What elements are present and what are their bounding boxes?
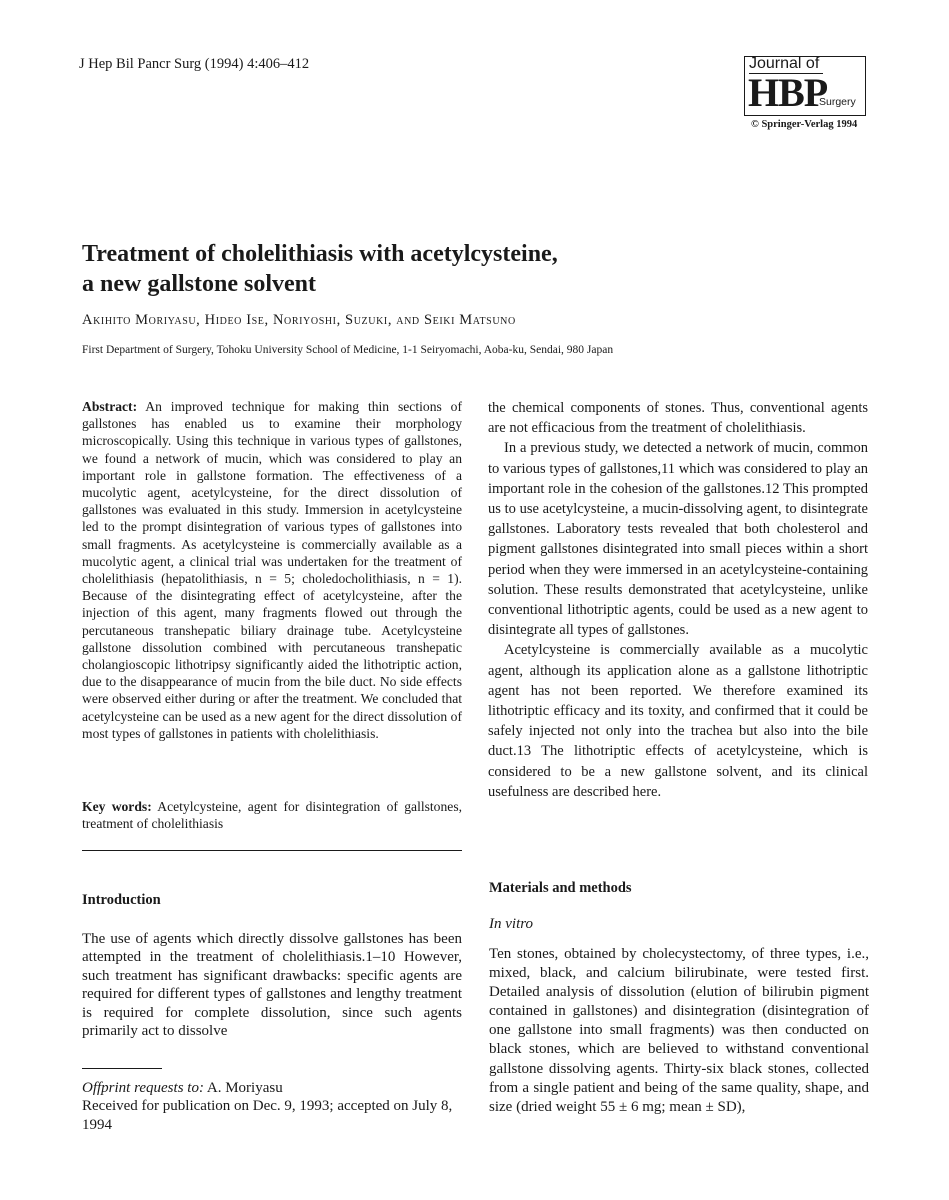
article-title [82, 239, 742, 299]
introduction-heading: Introduction [82, 892, 161, 908]
publisher-copyright: © Springer-Verlag 1994 [751, 119, 858, 130]
in-vitro-subheading: In vitro [489, 916, 534, 932]
keywords-text: Acetylcysteine, agent for disintegration of gallstones, treatment of cholelithiasis [82, 799, 463, 832]
introduction-text: The use of agents which directly dissolve gallstones has been attempted in the treatment of cholelithiasis.1–10 However, such treatment has significant drawbacks: specific agents are required for different types of gallstones and lengthy treatment is required for complete dissolution, since such agents primarily act to dissolve [82, 931, 462, 1040]
footnote-divider [82, 1068, 162, 1069]
right-column-body [488, 398, 868, 802]
footnote-label: Offprint requests to: [82, 1080, 204, 1096]
logo-journal-of: Journal of [749, 55, 823, 74]
affiliation: First Department of Surgery, Tohoku University School of Medicine, 1-1 Seiryomachi, Aoba-ku, Sendai, 980 Japan [82, 344, 614, 356]
methods-text: Ten stones, obtained by cholecystectomy, of three types, i.e., mixed, black, and calcium bilirubinate, were tested first. Detailed analysis of dissolution (elution of bilirubin pigment contained in gallstones) and disintegration (disintegration of one gallstone into small fragments) was then conducted on black stones, which are believed to withstand conventional gallstone dissolving agents. Thirty-six black stones, collected from a single patient and being of the same quality, shape, and size (dried weight 55 ± 6 mg; mean ± SD), [489, 946, 869, 1115]
footnote-received: Received for publication on Dec. 9, 1993; accepted on July 8, 1994 [82, 1098, 453, 1133]
paragraph-3: Acetylcysteine is commercially available as a mucolytic agent, although its application alone as a gallstone lithotriptic agent has not been reported. We therefore examined its lithotriptic efficacy and its toxity, and confirmed that it could be safely injected not only into the trachea but also into the bile duct.13 The lithotriptic effects of acetylcysteine, which is considered to be a new gallstone solvent, and its clinical usefulness are described here. [488, 642, 868, 800]
methods-heading: Materials and methods [489, 880, 632, 896]
title-line-2: a new gallstone solvent [82, 271, 316, 297]
footnote-name: A. Moriyasu [206, 1080, 283, 1096]
abstract-text: An improved technique for making thin sections of gallstones has enabled us to examine their morphology microscopically. Using this technique in various types of gallstones, we found a network of mucin, which was considered to play an important role in gallstone formation. The effectiveness of a mucolytic agent, acetylcysteine, for the direct dissolution of gallstones was evaluated in this study. Immersion in acetylcysteine led to the prompt disintegration of various types of gallstones into small fragments. As acetylcysteine is commercially available as a mucolytic agent, a clinical trial was undertaken for the treatment of cholelithiasis (hepatolithiasis, n = 5; choledocholithiasis, n = 1). Because of the disintegrating effect of acetylcysteine, after the injection of this agent, many fragments flowed out through the percutaneous transhepatic biliary drainage tube. Acetylcysteine gallstone dissolution combined with percutaneous transhepatic cholangioscopic lithotripsy significantly aided the lithotriptic action, due to the disappearance of mucin from the bile duct. No side effects were observed either during or after the treatment. We concluded that acetylcysteine can be used as a new agent for the direct dissolution of most types of gallstones in patients with cholelithiasis. [82, 399, 463, 741]
logo-surgery: Surgery [819, 96, 856, 108]
journal-logo [744, 56, 866, 116]
keywords-label: Key words: [82, 799, 152, 814]
author-list: Akihito Moriyasu, Hideo Ise, Noriyoshi, Suzuki, and Seiki Matsuno [82, 312, 516, 328]
abstract-divider [82, 850, 462, 851]
abstract-label: Abstract: [82, 399, 138, 414]
abstract [82, 398, 462, 742]
paragraph-1: the chemical components of stones. Thus, conventional agents are not efficacious from the treatment of cholelithiasis. [488, 400, 868, 437]
paragraph-2: In a previous study, we detected a network of mucin, common to various types of gallstones,11 which was considered to play an important role in the cohesion of the gallstones.12 This prompted us to use acetylcysteine, a mucin-dissolving agent, to disintegrate gallstones. Laboratory tests revealed that both cholesterol and pigment gallstones disintegrated into small pieces within a short period when they were immersed in an acetylcysteine-containing solution. These results demonstrated that acetylcysteine, unlike conventional lithotriptic agents, could be used as a new agent to disintegrate all types of gallstones. [488, 440, 868, 639]
journal-citation: J Hep Bil Pancr Surg (1994) 4:406–412 [79, 56, 310, 72]
footnote [82, 1079, 472, 1134]
logo-hbp: HBP [748, 70, 828, 115]
title-line-1: Treatment of cholelithiasis with acetylcysteine, [82, 241, 558, 267]
keywords [82, 798, 462, 832]
